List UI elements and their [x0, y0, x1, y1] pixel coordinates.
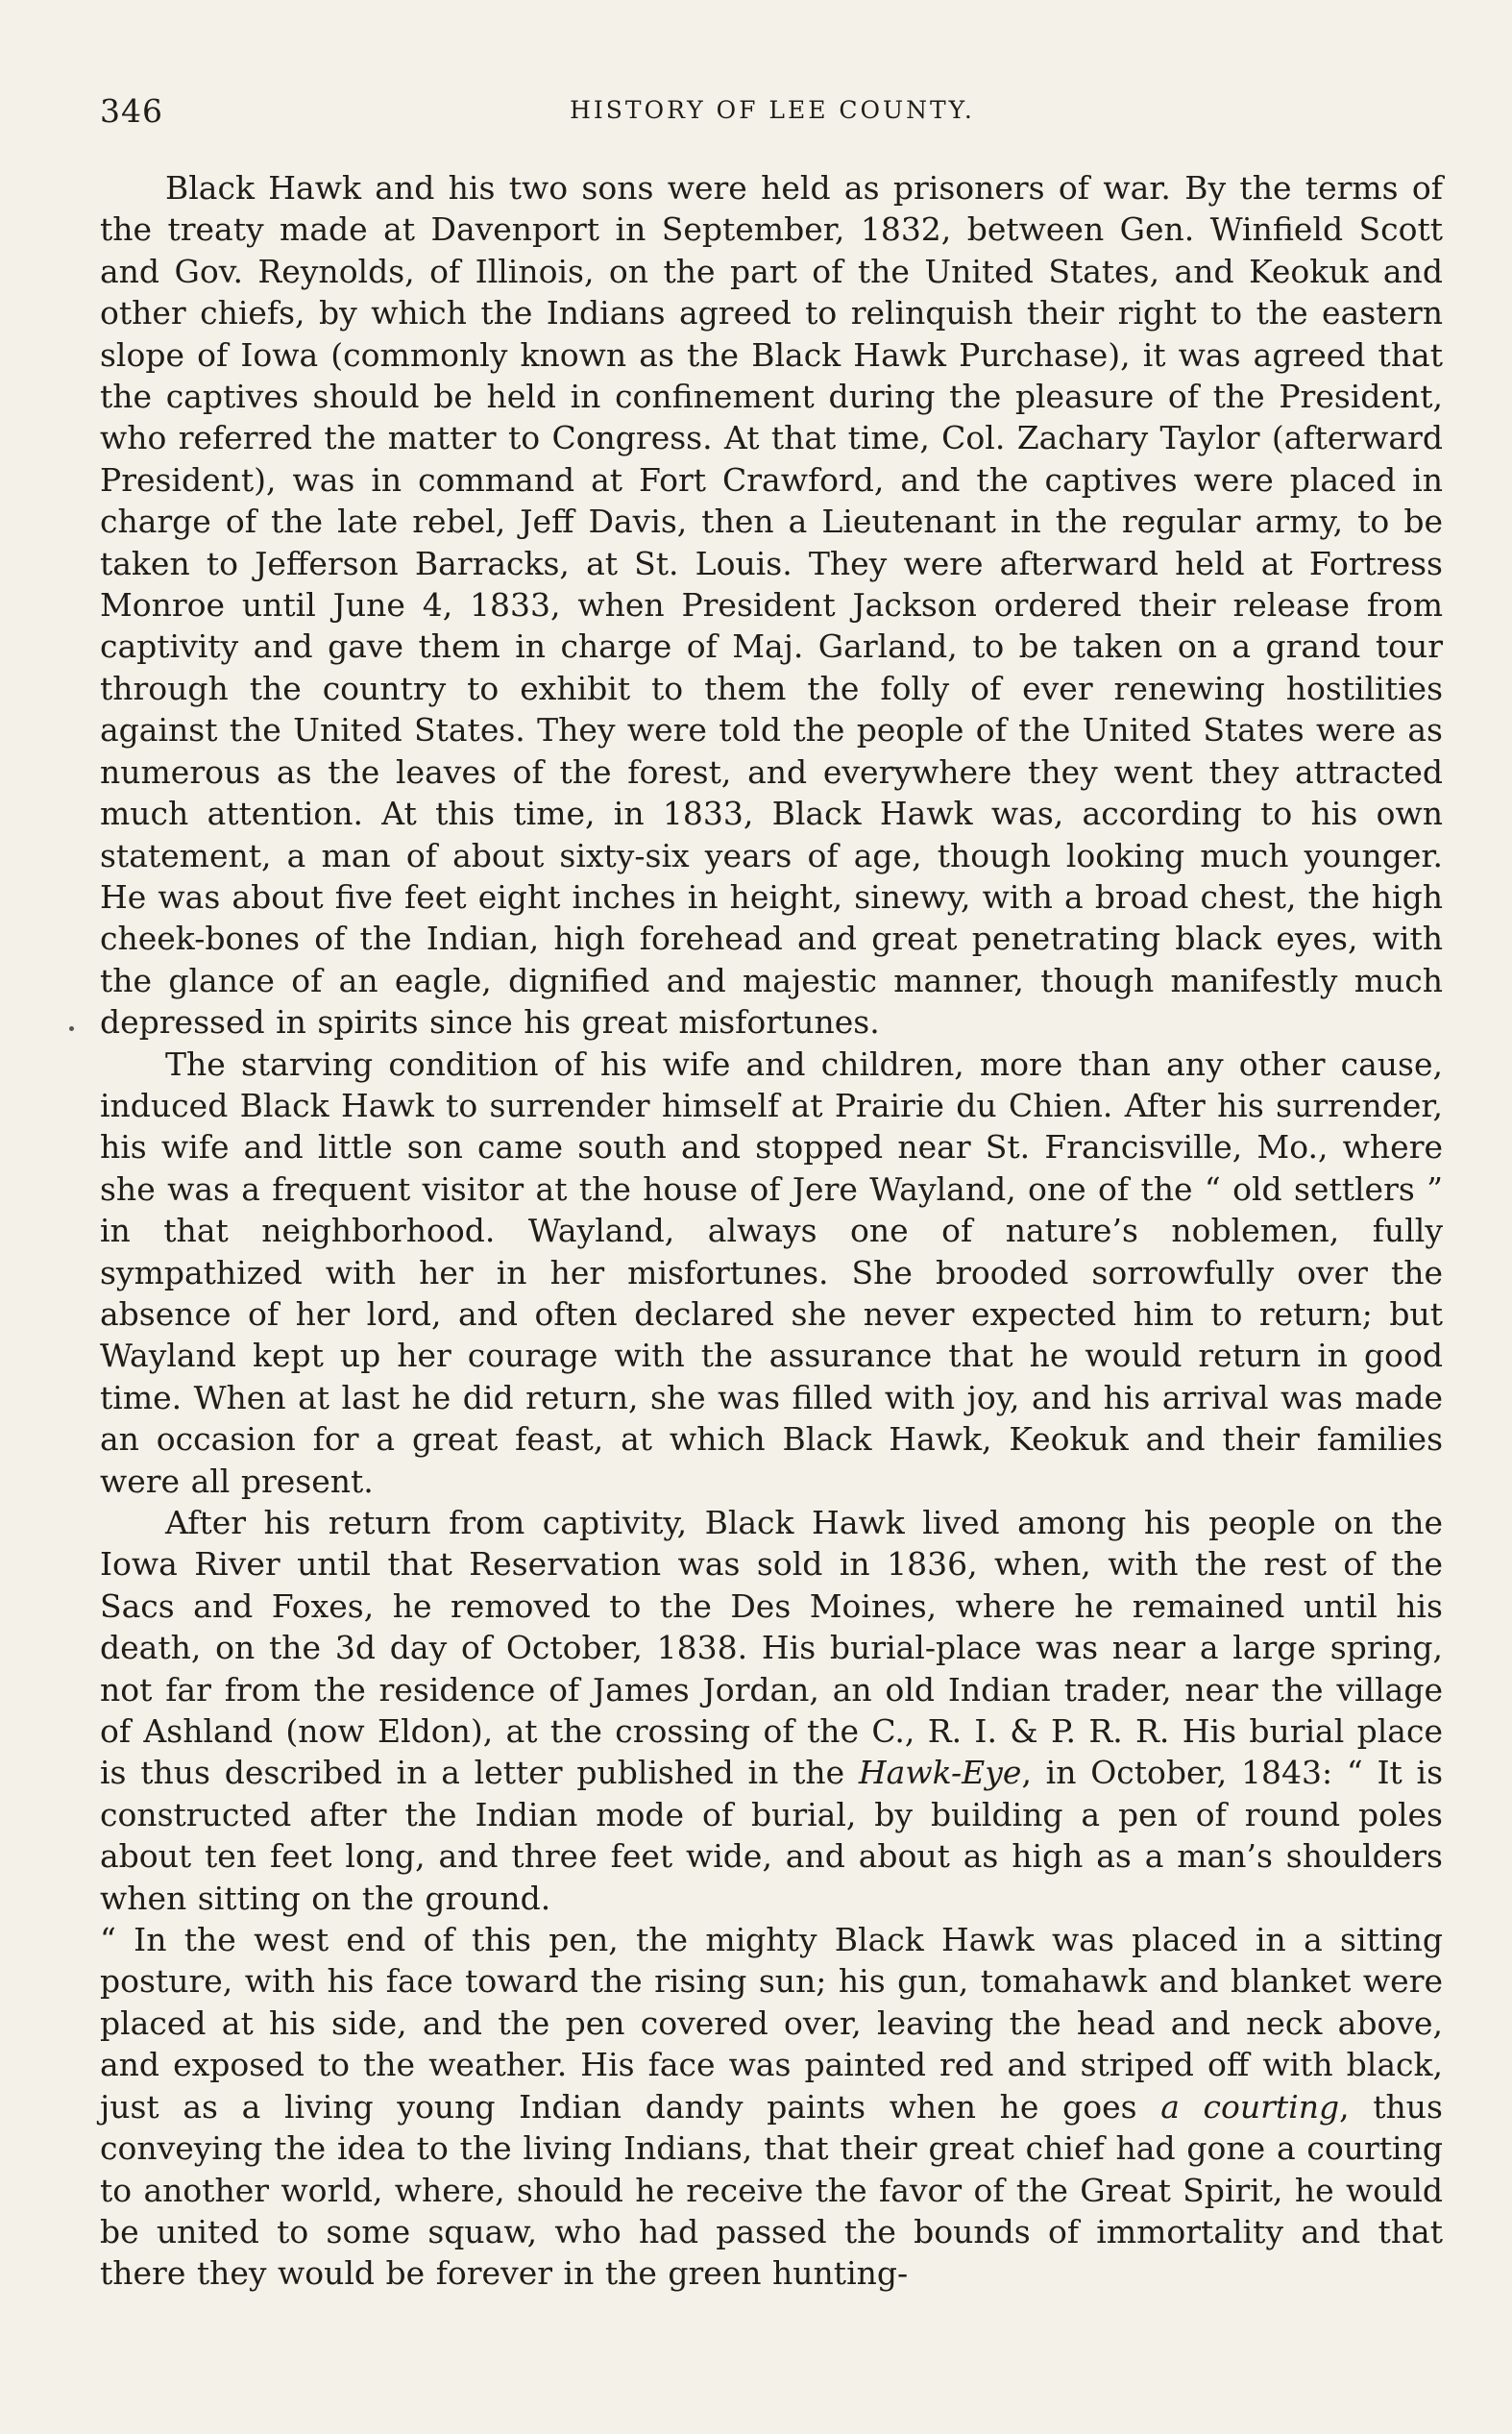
paragraph-text: , in October, 1843: “ It is constructed after the Indian mode of burial, by building a pen of round poles about ten feet long, and three feet wide, and about as high as a man’s shoulders when sitting on the ground.	[100, 1754, 1444, 1917]
body-text	[100, 167, 1443, 2295]
italic-phrase: a courting	[1160, 2087, 1340, 2126]
paragraph-west-end-of-pen	[100, 1919, 1443, 2295]
paragraph-black-hawk-prisoners: Black Hawk and his two sons were held as prisoners of war. By the terms of the treaty made at Davenport in September, 1832, between Gen. Winfield Scott and Gov. Reynolds, of Illinois, on the part of the United States, and Keokuk and other chiefs, by which the Indians agreed to relinquish their right to the eastern slope of Iowa (commonly known as the Black Hawk Purchase), it was agreed that the captives should be held in confinement during the pleasure of the President, who referred the matter to Congress. At that time, Col. Zachary Taylor (afterward President), was in command at Fort Crawford, and the captives were placed in charge of the late rebel, Jeff Davis, then a Lieutenant in the regular army, to be taken to Jefferson Barracks, at St. Louis. They were afterward held at Fortress Monroe until June 4, 1833, when President Jackson ordered their release from captivity and gave them in charge of Maj. Garland, to be taken on a grand tour through the country to exhibit to them the folly of ever renewing hostilities against the United States. They were told the people of the United States were as numerous as the leaves of the forest, and everywhere they went they attracted much attention. At this time, in 1833, Black Hawk was, according to his own statement, a man of about sixty-six years of age, though looking much younger. He was about five feet eight inches in height, sinewy, with a broad chest, the high cheek-bones of the Indian, high forehead and great penetrating black eyes, with the glance of an eagle, dignified and majestic manner, though manifestly much depressed in spirits since his great misfortunes.	[100, 169, 1443, 1042]
margin-dot	[69, 1026, 74, 1031]
paragraph-text: , thus conveying the idea to the living Indians, that their great chief had gone a courting to another world, where, should he receive the favor of the Great Spirit, he would be united to some squaw, who had passed the bounds of immortality and that there they would be forever in the green hunting-	[100, 2087, 1443, 2293]
page-number: 346	[100, 92, 163, 130]
newspaper-title: Hawk-Eye	[858, 1754, 1022, 1792]
paragraph-starving-condition: The starving condition of his wife and children, more than any other cause, induced Black Hawk to surrender himself at Prairie du Chien. After his surrender, his wife and little son came south and stopped near St. Francisville, Mo., where she was a frequent visitor at the house of Jere Wayland, one of the “ old settlers ” in that neighborhood. Wayland, always one of nature’s noblemen, fully sympathized with her in her misfortunes. She brooded sorrowfully over the absence of her lord, and often declared she never expected him to return; but Wayland kept up her courage with the assurance that he would return in good time. When at last he did return, she was filled with joy, and his arrival was made an occasion for a great feast, at which Black Hawk, Keokuk and their families were all present.	[100, 1045, 1443, 1500]
running-head	[100, 92, 1445, 131]
paragraph-text: “ In the west end of this pen, the mighty Black Hawk was placed in a sitting posture, with his face toward the rising sun; his gun, tomahawk and blanket were placed at his side, and the pen covered over, leaving the head and neck above, and exposed to the weather. His face was painted red and striped off with black, just as a living young Indian dandy paints when he goes	[100, 1921, 1443, 2126]
paragraph-after-captivity	[100, 1502, 1443, 1919]
paragraph-text: After his return from captivity, Black Hawk lived among his people on the Iowa River until that Reservation was sold in 1836, when, with the rest of the Sacs and Foxes, he removed to the Des Moines, where he remained until his death, on the 3d day of October, 1838. His burial-place was near a large spring, not far from the residence of James Jordan, an old Indian trader, near the village of Ashland (now Eldon), at the crossing of the C., R. I. & P. R. R. His burial place is thus described in a letter published in the	[100, 1504, 1443, 1792]
running-title: HISTORY OF LEE COUNTY.	[570, 96, 975, 124]
